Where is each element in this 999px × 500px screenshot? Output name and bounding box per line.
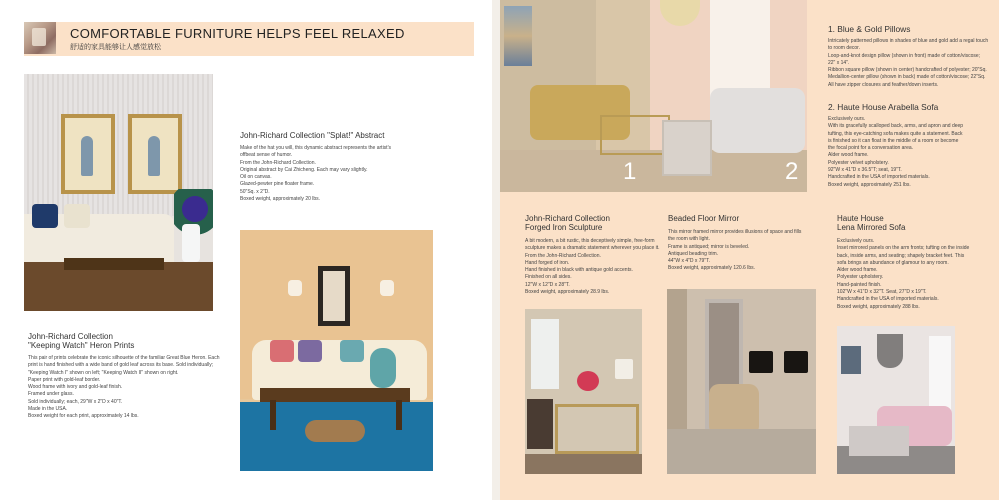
lena-title-line1: Haute House	[837, 214, 884, 223]
arabella-line: Exclusively ours.	[828, 116, 866, 122]
pillows-line: 22" x 14".	[828, 59, 850, 66]
sculpture-title-line2: Forged Iron Sculpture	[525, 223, 603, 232]
page-gutter	[492, 0, 500, 500]
sculpture-line: 12"W x 12"D x 28"T.	[525, 281, 570, 288]
lena-line: Boxed weight, approximately 288 lbs.	[837, 303, 920, 310]
sculpture-line: A bit modern, a bit rustic, this deceptively simple, free-form	[525, 238, 655, 244]
mirror-line: 44"W x 4"D x 79"T.	[668, 258, 711, 265]
left-page	[0, 0, 492, 500]
arabella-line: Alder wood frame.	[828, 152, 869, 159]
splat-line: 50"Sq. x 2"D.	[240, 188, 270, 195]
pillows-title: 1. Blue & Gold Pillows	[828, 24, 911, 34]
mirror-description	[668, 214, 808, 273]
heron-title-line1: John-Richard Collection	[28, 332, 113, 341]
page-title: COMFORTABLE FURNITURE HELPS FEEL RELAXED	[70, 26, 405, 41]
pillows-line: to room decor.	[828, 45, 860, 52]
arabella-line: is finished so it can float in the middle of a room or become	[828, 137, 959, 144]
heron-line: Boxed weight for each print, approximately 14 lbs.	[28, 413, 139, 420]
heron-line: "Keeping Watch I" shown on left; "Keeping Watch II" shown on right.	[28, 369, 179, 376]
arabella-line: 92"W x 41"D x 36.5"T; seat, 19"T.	[828, 167, 902, 174]
arabella-line: the focal point for a conversation area.	[828, 145, 914, 152]
sculpture-room-photo	[525, 309, 642, 474]
splat-line: Original abstract by Cai Zhicheng. Each may vary slightly.	[240, 166, 368, 173]
splat-line: Glazed-pewter pine floater frame.	[240, 181, 315, 188]
lena-line: Exclusively ours.	[837, 238, 875, 244]
lena-line: Hand-painted finish.	[837, 281, 882, 288]
arabella-line: Handcrafted in the USA of imported materials.	[828, 174, 930, 181]
heron-line: This pair of prints celebrate the iconic silhouette of the familiar Great Blue Heron. Each	[28, 355, 220, 361]
sculpture-line: Boxed weight, approximately 28.9 lbs.	[525, 289, 610, 296]
arabella-line: Polyester velvet upholstery.	[828, 159, 889, 166]
mirror-line: Frame is antiqued; mirror is beveled.	[668, 243, 750, 250]
sculpture-line: From the John-Richard Collection.	[525, 252, 601, 259]
lena-line: 102"W x 41"D x 32"T. Seat, 27"D x 19"T.	[837, 289, 927, 296]
pillows-line: All have zipper closures and feather/down inserts.	[828, 81, 939, 88]
splat-line: From the John-Richard Collection.	[240, 159, 316, 166]
mirror-line: the room with light.	[668, 236, 710, 243]
splat-line: Oil on canvas.	[240, 174, 272, 181]
yellow-sofa-room-photo	[500, 0, 807, 192]
arabella-line: With its gracefully scalloped back, arms, and apron and deep	[828, 123, 964, 130]
splat-line: Make of the hat you will, this dynamic abstract represents the artist's	[240, 145, 392, 151]
sculpture-line: Finished on all sides.	[525, 274, 572, 281]
heron-line: Wood frame with ivory and gold-leaf finish.	[28, 384, 123, 391]
pillows-description	[828, 24, 993, 89]
lena-line: Handcrafted in the USA of imported materials.	[837, 296, 939, 303]
pillows-line: Loop-and-knot design pillow (shown in front) made of cotton/viscose;	[828, 52, 981, 59]
heron-line: print is hand finished with a wide band of gold leaf across its base. Sold individually;	[28, 362, 214, 369]
mirror-line: Boxed weight, approximately 120.6 lbs.	[668, 265, 755, 272]
lena-title-line2: Lena Mirrored Sofa	[837, 223, 906, 232]
lena-line: Inset mirrored panels on the arm fronts; tufting on the inside	[837, 245, 970, 252]
floor-mirror-photo	[667, 289, 816, 474]
pillows-line: Intricately patterned pillows in shades of blue and gold add a regal touch	[828, 38, 989, 44]
heron-line: Made in the USA.	[28, 406, 68, 413]
sculpture-line: Hand forged of iron.	[525, 259, 570, 266]
splat-description	[240, 131, 440, 203]
sculpture-line: sculpture makes a dramatic statement wherever you place it.	[525, 245, 660, 252]
pillows-line: Ribbon square pillow (shown in center) handcrafted of polyester; 20"Sq.	[828, 67, 987, 74]
mirrored-sofa-photo	[837, 326, 955, 474]
living-room-photo	[240, 230, 433, 471]
arabella-description	[828, 102, 993, 189]
heron-line: Framed under glass.	[28, 391, 74, 398]
sculpture-title-line1: John-Richard Collection	[525, 214, 610, 223]
heron-description	[28, 332, 233, 421]
arabella-line: tufting, this eye-catching sofa makes quite a statement. Back	[828, 130, 963, 137]
lena-line: sofa brings an abundance of glamour to any room.	[837, 259, 949, 266]
lena-line: Alder wood frame.	[837, 267, 878, 274]
photo-number-1: 1	[623, 158, 637, 185]
sculpture-line: Hand finished in black with antique gold accents.	[525, 267, 633, 274]
splat-title: John-Richard Collection "Splat!" Abstract	[240, 131, 385, 140]
sculpture-description	[525, 214, 660, 296]
lena-line: Polyester upholstery.	[837, 274, 884, 281]
mirror-line: This mirror framed mirror provides illusions of space and fills	[668, 229, 802, 235]
header-thumbnail	[24, 22, 56, 54]
heron-line: Sold individually; each, 29"W x 2"D x 40"T.	[28, 398, 123, 405]
splat-line: offbeat sense of humor.	[240, 152, 293, 159]
heron-title-line2: "Keeping Watch" Heron Prints	[28, 341, 135, 350]
splat-line: Boxed weight, approximately 20 lbs.	[240, 196, 321, 203]
mirror-line: Antiqued beading trim.	[668, 250, 719, 257]
photo-number-2: 2	[785, 158, 799, 185]
heron-prints-photo	[24, 74, 213, 311]
lena-line: back, inside arms, and seating; shapely bracket feet. This	[837, 252, 965, 259]
mirror-title: Beaded Floor Mirror	[668, 214, 740, 223]
arabella-title: 2. Haute House Arabella Sofa	[828, 102, 939, 112]
page-subtitle: 舒适的家具能够让人感觉放松	[70, 44, 161, 51]
pillows-line: Medallion-center pillow (shown in back) made of cotton/viscose; 22"Sq.	[828, 74, 986, 81]
heron-line: Paper print with gold-leaf border.	[28, 376, 101, 383]
arabella-line: Boxed weight, approximately 251 lbs.	[828, 181, 911, 188]
lena-description	[837, 214, 987, 311]
